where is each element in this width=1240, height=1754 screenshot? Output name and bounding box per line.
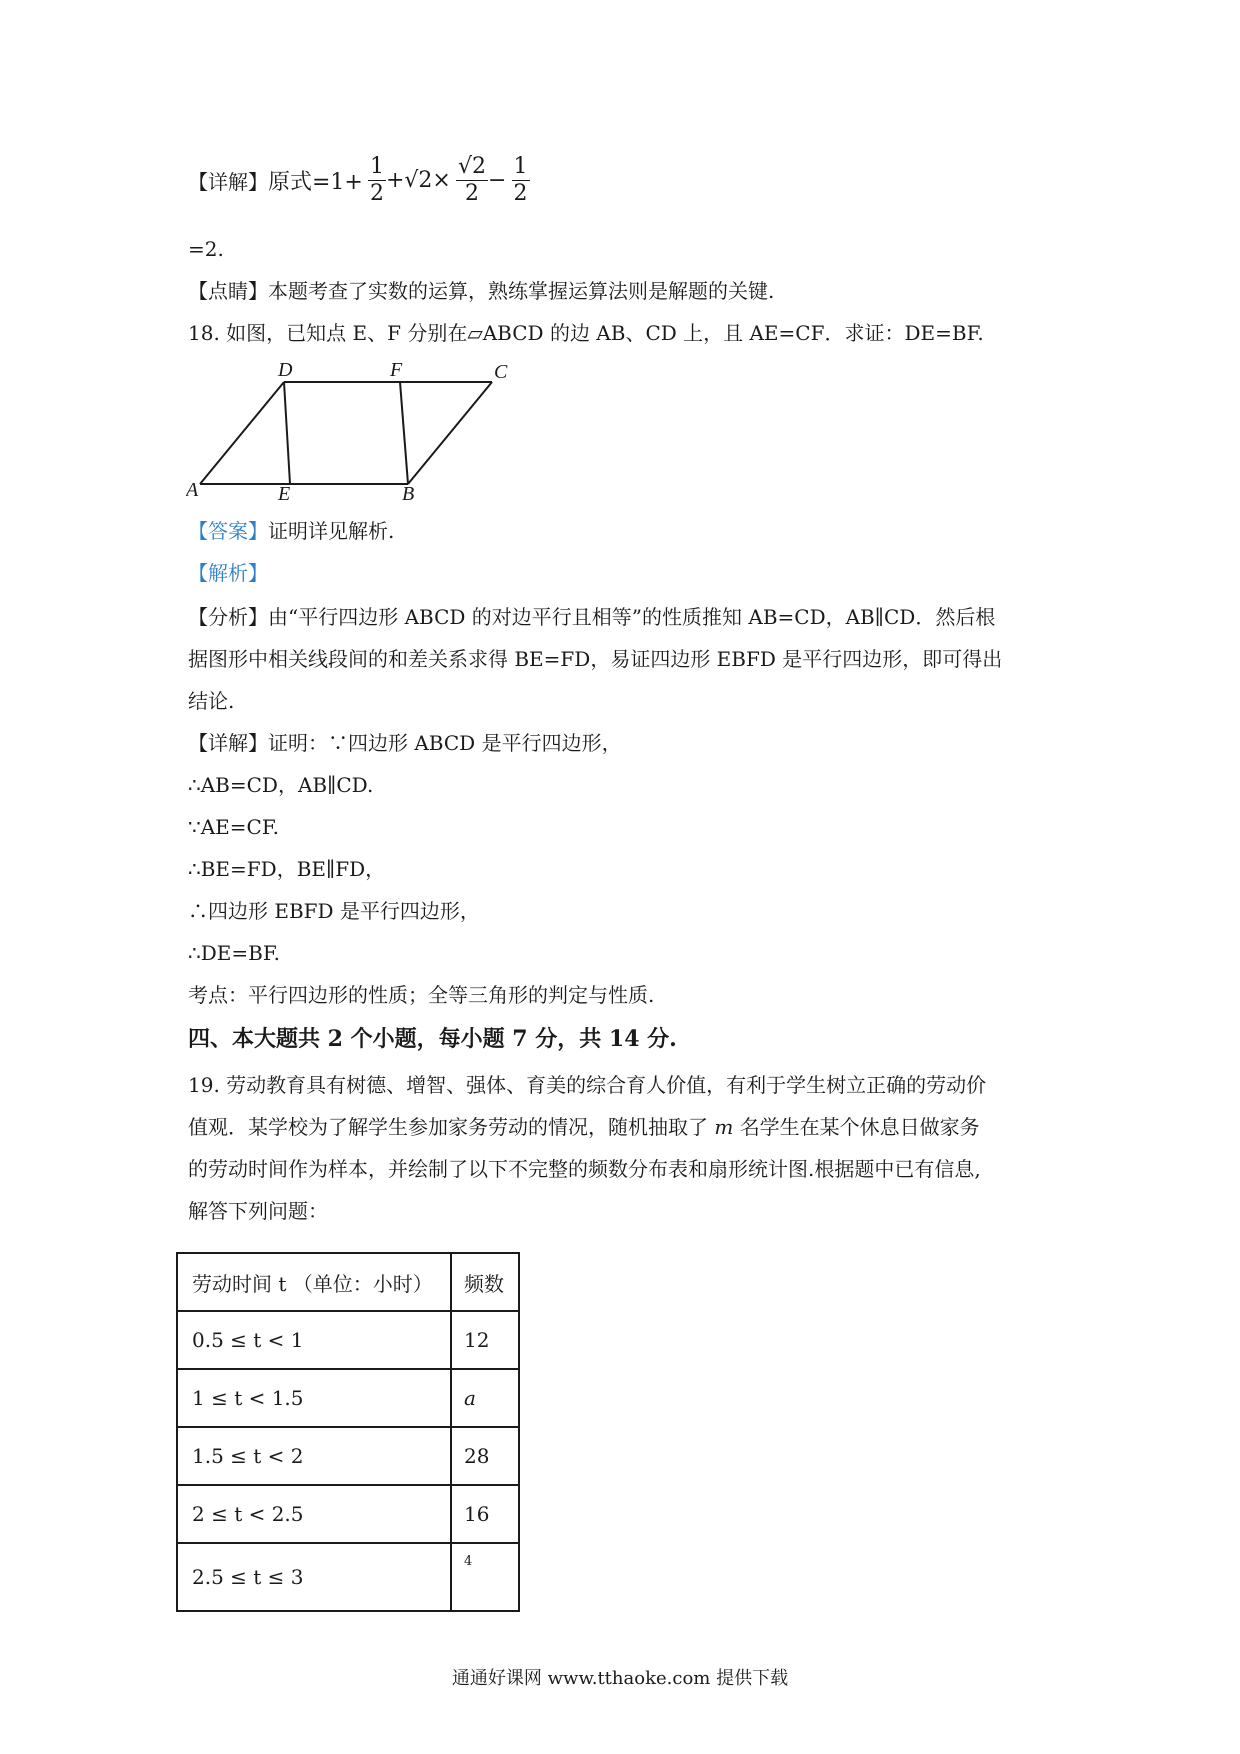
answer-tag: 【答案】	[188, 519, 268, 543]
proof-line-first	[188, 730, 622, 756]
q19-line-2a: 值观．某学校为了解学生参加家务劳动的情况，随机抽取了	[188, 1115, 708, 1139]
q19-line-3: 的劳动时间作为样本，并绘制了以下不完整的频数分布表和扇形统计图.根据题中已有信息,	[188, 1157, 981, 1181]
fraction-3	[512, 154, 530, 207]
fraction-1-num: 1	[369, 154, 384, 179]
fraction-1-den: 2	[369, 181, 384, 206]
comment-tag: 【点睛】	[188, 279, 268, 303]
row-3-count: 28	[451, 1427, 519, 1485]
analysis-subtag: 【分析】	[188, 605, 268, 629]
answer-line	[188, 518, 394, 544]
edge-cb	[408, 382, 492, 484]
formula-sqrt: √2	[404, 168, 433, 193]
parallelogram-diagram	[186, 360, 516, 500]
row-2-range: 1 ≤ t < 1.5	[177, 1369, 451, 1427]
fraction-2	[456, 154, 488, 207]
table-row	[177, 1369, 519, 1427]
header-frequency: 频数	[451, 1253, 519, 1311]
label-b: B	[402, 483, 415, 500]
proof-step-4: ∴四边形 EBFD 是平行四边形，	[188, 899, 480, 923]
analysis-line-3: 结论.	[188, 689, 235, 713]
proof-first: 证明：∵四边形 ABCD 是平行四边形，	[268, 731, 622, 755]
label-f: F	[390, 360, 403, 381]
q19-var-m: m	[714, 1115, 734, 1139]
q19-line-2	[188, 1114, 980, 1140]
label-d: D	[278, 360, 293, 381]
row-1-count: 12	[451, 1311, 519, 1369]
table-row	[177, 1427, 519, 1485]
table-header-row	[177, 1253, 519, 1311]
row-4-count: 16	[451, 1485, 519, 1543]
kaodian-line: 考点：平行四边形的性质；全等三角形的判定与性质.	[188, 983, 655, 1007]
analysis-line-2: 据图形中相关线段间的和差关系求得 BE=FD，易证四边形 EBFD 是平行四边形，即可得出	[188, 647, 1003, 671]
comment-text: 本题考查了实数的运算，熟练掌握运算法则是解题的关键.	[268, 279, 775, 303]
formula-minus: −	[487, 168, 507, 193]
q19-line-4: 解答下列问题：	[188, 1199, 328, 1223]
table-row	[177, 1543, 519, 1611]
formula-plus: +	[385, 168, 405, 193]
edge-ad	[200, 382, 284, 484]
frequency-table	[176, 1252, 520, 1612]
proof-step-1: ∴AB=CD，AB∥CD.	[188, 773, 374, 797]
fraction-1	[368, 154, 386, 207]
row-2-count: a	[451, 1369, 519, 1427]
answer-text: 证明详见解析.	[268, 519, 395, 543]
header-time: 劳动时间 t （单位：小时）	[177, 1253, 451, 1311]
result-line: =2.	[188, 237, 224, 261]
analysis-tag: 【解析】	[188, 561, 268, 585]
proof-step-5: ∴DE=BF.	[188, 941, 280, 965]
analysis-text-1: 由“平行四边形 ABCD 的对边平行且相等”的性质推知 AB=CD，AB∥CD．然后根	[268, 605, 996, 629]
label-e: E	[278, 483, 291, 500]
detail-tag: 【详解】	[188, 170, 268, 194]
segment-de	[284, 382, 290, 484]
fraction-2-num: √2	[457, 154, 486, 179]
question-18: 18. 如图，已知点 E、F 分别在▱ABCD 的边 AB、CD 上，且 AE=CF．求证：DE=BF.	[188, 321, 984, 345]
row-4-range: 2 ≤ t < 2.5	[177, 1485, 451, 1543]
q19-line-2b: 名学生在某个休息日做家务	[739, 1115, 980, 1139]
row-5-count: 4	[451, 1543, 519, 1611]
fraction-2-den: 2	[464, 181, 479, 206]
row-3-range: 1.5 ≤ t < 2	[177, 1427, 451, 1485]
proof-step-3: ∴BE=FD，BE∥FD，	[188, 857, 386, 881]
fraction-3-num: 1	[513, 154, 528, 179]
formula-times: ×	[432, 168, 451, 193]
table-row	[177, 1311, 519, 1369]
formula-lead: 原式=1+	[268, 170, 363, 195]
section-4-heading: 四、本大题共 2 个小题，每小题 7 分，共 14 分.	[188, 1026, 677, 1052]
label-c: C	[494, 361, 508, 383]
fraction-3-den: 2	[513, 181, 528, 206]
proof-step-2: ∵AE=CF.	[188, 815, 279, 839]
table-row	[177, 1485, 519, 1543]
row-1-range: 0.5 ≤ t < 1	[177, 1311, 451, 1369]
comment-line	[188, 278, 774, 304]
row-5-range: 2.5 ≤ t ≤ 3	[177, 1543, 451, 1611]
footer-source: 通通好课网 www.tthaoke.com 提供下载	[451, 1668, 789, 1689]
q19-line-1: 19. 劳动教育具有树德、增智、强体、育美的综合育人价值，有利于学生树立正确的劳动价	[188, 1073, 987, 1097]
detail-formula	[188, 154, 748, 224]
analysis-line-1	[188, 604, 995, 630]
proof-tag: 【详解】	[188, 731, 268, 755]
label-a: A	[186, 479, 199, 500]
segment-fb	[400, 382, 408, 484]
